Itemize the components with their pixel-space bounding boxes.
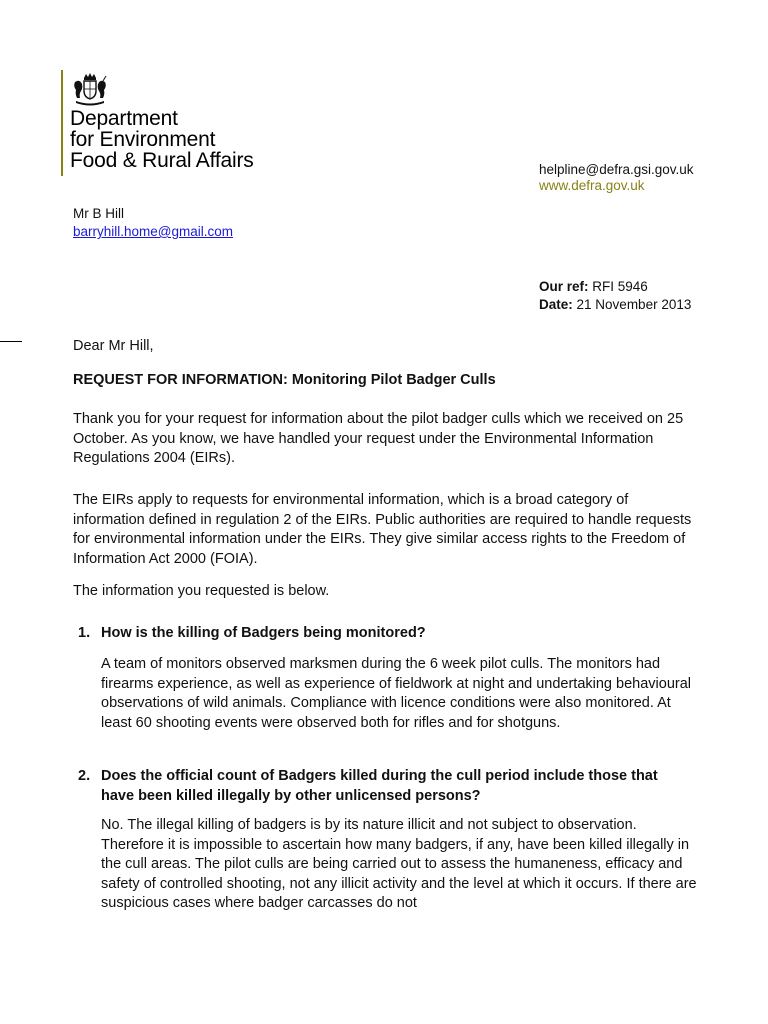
helpline-email[interactable]: helpline@defra.gsi.gov.uk [539,162,694,177]
logo-accent-bar [61,70,63,176]
department-name-line: Department [70,107,178,130]
body-paragraph: The EIRs apply to requests for environmental information, which is a broad category of information defined in regulation 2 of the EIRs. Public authorities are required to handle requests for environmental information under the EIRs. They give similar access rights to the Freedom of Information Act 2000 (FOIA). [73,492,692,567]
department-name [70,108,254,171]
department-name-line: for Environment [70,128,216,151]
defra-logo [61,70,291,180]
body-paragraph: The information you requested is below. [73,583,330,599]
our-ref-value: RFI 5946 [592,279,648,294]
fold-mark [0,341,22,342]
question-number: 2. [78,768,91,784]
reference-block [539,278,691,314]
our-ref-label: Our ref: [539,279,589,294]
royal-crest-icon [71,72,109,108]
date-value: 21 November 2013 [576,297,692,312]
question-text: How is the killing of Badgers being monitored? [101,625,426,641]
answer-text: A team of monitors observed marksmen during the 6 week pilot culls. The monitors had firearms experience, as well as experience of fieldwork at night and undertaking behavioural observations of wild animals. Compliance with licence conditions were also monitored. At least 60 shooting events were observed both for rifles and for shotguns. [101,656,691,731]
salutation: Dear Mr Hill, [73,338,154,354]
recipient-block [73,205,233,241]
answer-text: No. The illegal killing of badgers is by its nature illicit and not subject to observation. Therefore it is impossible to ascertain how many badgers, if any, have been killed illegally in the cull areas. The pilot culls are being carried out to assess the humaneness, efficacy and safety of controlled shooting, not any illicit activity and the level at which it occurs. If there are suspicious cases where badger carcasses do not [101,817,697,911]
contact-block [539,162,694,194]
subject-heading: REQUEST FOR INFORMATION: Monitoring Pilot Badger Culls [73,372,496,388]
question-number: 1. [78,625,91,641]
date-line [539,296,691,314]
recipient-name: Mr B Hill [73,206,124,221]
website-link[interactable]: www.defra.gov.uk [539,178,645,193]
date-label: Date: [539,297,573,312]
recipient-email-link[interactable]: barryhill.home@gmail.com [73,224,234,239]
our-ref-line [539,278,691,296]
question-text: Does the official count of Badgers killed during the cull period include those that have been killed illegally by other unlicensed persons? [101,768,658,804]
body-paragraph: Thank you for your request for information about the pilot badger culls which we received on 25 October. As you know, we have handled your request under the Environmental Information Regulations 2004 (EIRs). [73,411,684,466]
department-name-line: Food & Rural Affairs [70,149,254,172]
